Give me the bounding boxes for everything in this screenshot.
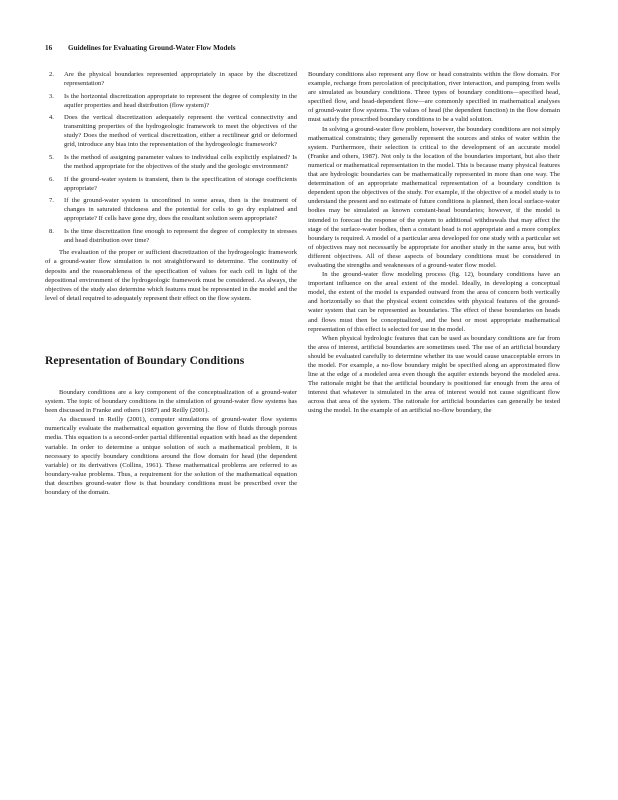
question-text: Does the vertical discretization adequately represent the vertical connectivity and transmitting properties of the hydrogeologic framework to meet the objectives of the study? Does the method of vertical discretization, either a rectilinear grid or deformed grid, introduce any bias into the representation of the hydrogeologic framework? <box>64 114 297 149</box>
body-paragraph: As discussed in Reilly (2001), computer simulations of ground-water flow systems numerically evaluate the mathematical equation governing the flow of fluids through porous media. This equation is a second-order partial differential equation with head as the dependent variable. In order to determine a unique solution of such a mathematical problem, it is necessary to specify boundary conditions around the flow domain for head (the dependent variable) or its derivatives (Collins, 1961). These mathematical problems are referred to as boundary-value problems. Thus, a requirement for the solution of the mathematical equation that describes ground-water flow is that boundary conditions must be prescribed over the boundary of the domain. <box>45 416 297 497</box>
body-paragraph: Boundary conditions also represent any flow or head constraints within the flow domain. For example, recharge from percolation of precipitation, river interaction, and pumping from wells are simulated as boundary conditions. Three types of boundary conditions—specified head, specified flow, and head-dependent flow—are commonly specified in mathematical analyses of ground-water flow systems. The values of head (the dependent function) in the flow domain must satisfy the prescribed boundary conditions to be a valid solution. <box>308 71 560 124</box>
question-item: 8. Is the time discretization fine enough to represent the degree of complexity in stresses and head distribution over time? <box>49 227 297 244</box>
closing-paragraph: The evaluation of the proper or sufficient discretization of the hydrogeologic framework of a ground-water flow simulation is not straightforward to determine. The continuity of deposits and the reasonableness of the specification of values for each cell in light of the depositional environment of the hydrogeologic framework must be considered. As always, the objectives of the study also determine which features must be represented in the model and the level of detail required to adequately represent their effect on the flow system. <box>45 249 297 302</box>
question-item: 7. If the ground-water system is unconfined in some areas, then is the treatment of changes in saturated thickness and the potential for cells to go dry explained and appropriate? If cells have gone dry, does the resultant solution seem appropriate? <box>49 197 297 223</box>
question-text: Is the method of assigning parameter values to individual cells explicitly explained? Is the method appropriate for the objectives of the study and the geologic environment? <box>64 153 297 171</box>
body-paragraph: Boundary conditions are a key component of the conceptualization of a ground-water system. The topic of boundary conditions in the simulation of ground-water flow systems has been discussed in Franke and others (1987) and Reilly (2001). <box>45 388 297 415</box>
running-header <box>45 44 575 52</box>
question-text: Is the horizontal discretization appropriate to represent the degree of complexity in the aquifer properties and head distribution (flow system)? <box>64 92 297 109</box>
left-column <box>45 70 297 497</box>
right-column <box>308 70 560 416</box>
evaluation-question-list <box>45 70 297 245</box>
body-paragraph: In solving a ground-water flow problem, however, the boundary conditions are not simply mathematical constraints; they generally represent the sources and sinks of water within the system. Furthermore, their selection is critical to the development of an accurate model (Franke and others, 1987). Not only is the location of the boundaries important, but also their numerical or mathematical representation in the model. This is because many physical features that are hydrologic boundaries can be mathematically represented in more than one way. The determination of an appropriate mathematical representation of a boundary condition is dependent upon the objectives of the study. For example, if the objective of a model study is to understand the present and no estimate of future conditions is planned, then local surface-water bodies may be simulated as known constant-head boundaries; however, if the model is intended to forecast the response of the system to additional withdrawals that may affect the stage of the surface-water bodies, then a constant head is not appropriate and a more complex boundary is required. A model of a particular area developed for one study with a particular set of objectives may not necessarily be appropriate for another study in the same area, but with different objectives. All of these aspects of boundary conditions must be considered in evaluating the strengths and weaknesses of a ground-water flow model. <box>308 125 560 269</box>
question-text: Is the time discretization fine enough to represent the degree of complexity in stresses and head distribution over time? <box>64 227 297 244</box>
question-text: Are the physical boundaries represented appropriately in space by the discretized representation? <box>64 71 297 88</box>
body-paragraph: In the ground-water flow modeling process (fig. 12), boundary conditions have an important influence on the areal extent of the model. Ideally, in developing a conceptual model, the extent of the model is expanded outward from the area of concern both vertically and horizontally so that the physical extent coincides with physical features of the ground-water system that can be represented as boundaries. The effect of these boundaries on heads and flows must then be conceptualized, and the best or most appropriate mathematical representation of this effect is selected for use in the model. <box>308 271 560 333</box>
question-text: If the ground-water system is unconfined in some areas, then is the treatment of changes in saturated thickness and the potential for cells to go dry explained and appropriate? If cells have gone dry, does the resultant solution seem appropriate? <box>64 197 297 223</box>
question-item: 4. Does the vertical discretization adequately represent the vertical connectivity and transmitting properties of the hydrogeologic framework to meet the objectives of the study? Does the method of vertical discretization, either a rectilinear grid or deformed grid, introduce any bias into the representation of the hydrogeologic framework? <box>49 114 297 149</box>
question-text: If the ground-water system is transient, then is the specification of storage coefficients appropriate? <box>64 175 297 192</box>
question-item: 3. Is the horizontal discretization appropriate to represent the degree of complexity in the aquifer properties and head distribution (flow system)? <box>49 92 297 109</box>
question-item: 6. If the ground-water system is transient, then is the specification of storage coefficients appropriate? <box>49 175 297 192</box>
section-heading: Representation of Boundary Conditions <box>45 354 245 367</box>
question-item: 2. Are the physical boundaries represented appropriately in space by the discretized representation? <box>49 71 297 88</box>
body-paragraph: When physical hydrologic features that can be used as boundary conditions are far from the area of interest, artificial boundaries are sometimes used. The use of an artificial boundary should be evaluated carefully to determine whether its use would cause unacceptable errors in the model. For example, a no-flow boundary might be specified along an approximated flow line at the edge of a modeled area even though the aquifer extends beyond the modeled area. The rationale might be that the artificial boundary is positioned far enough from the area of interest that whatever is simulated in the area of interest would not cause significant flow across that area of the system. The rationale for artificial boundaries can generally be tested using the model. In the example of an artificial no-flow boundary, the <box>308 334 560 415</box>
page-number: 16 <box>45 44 53 52</box>
question-item: 5. Is the method of assigning parameter values to individual cells explicitly explained? Is the method appropriate for the objectives of the study and the geologic environment? <box>49 153 297 171</box>
running-title: Guidelines for Evaluating Ground-Water Flow Models <box>67 44 236 52</box>
